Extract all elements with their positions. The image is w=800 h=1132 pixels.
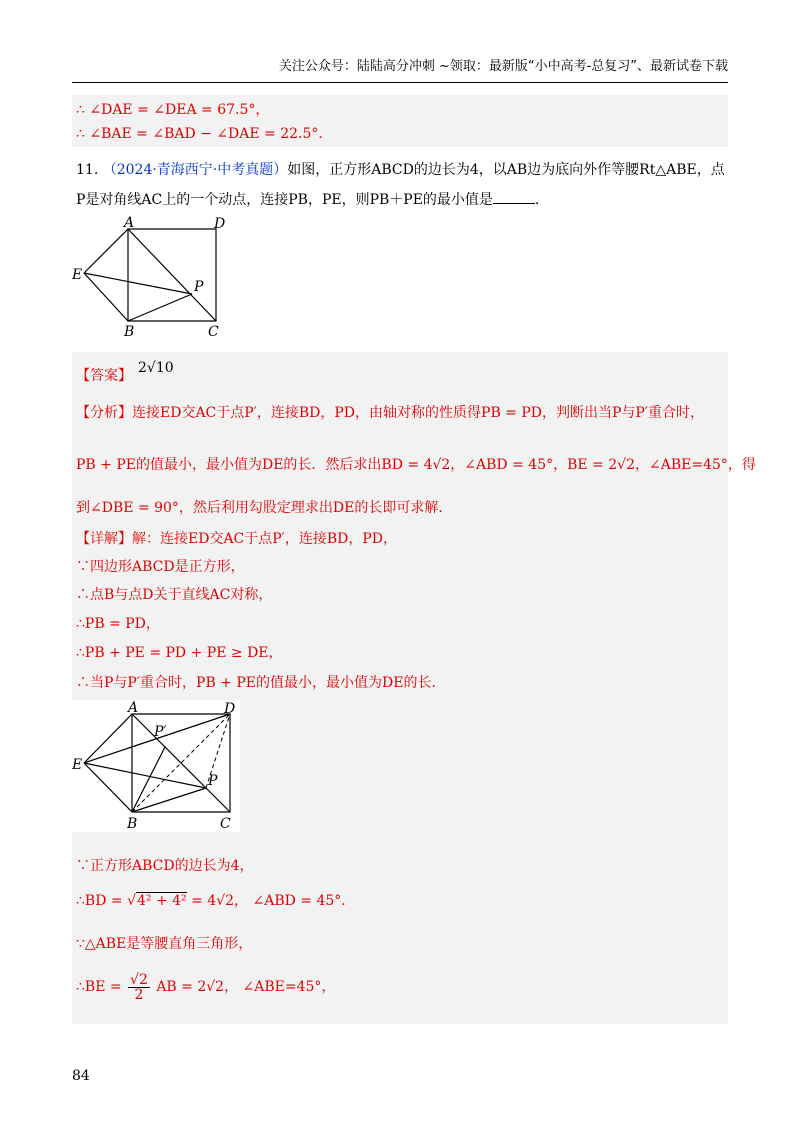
analysis-line-1 <box>76 403 704 423</box>
figure-2-square-diagram <box>72 700 240 832</box>
label2-b: B <box>127 816 138 832</box>
analysis-tag: 【分析】 <box>76 405 132 421</box>
label-c: C <box>208 324 219 340</box>
top-line-2: ∴ ∠BAE = ∠BAD − ∠DAE = 22.5°． <box>76 126 333 142</box>
fraction-numerator: √2 <box>130 971 148 988</box>
figure-1-square-diagram <box>72 215 232 340</box>
problem-text-1: 如图，正方形ABCD的边长为4，以AB边为底向外作等腰Rt△ABE，点 <box>287 162 725 178</box>
be-prefix: ∴BE = <box>76 979 127 995</box>
label-e: E <box>72 267 83 283</box>
label2-p: P <box>208 773 218 789</box>
label2-a: A <box>128 700 139 716</box>
diagonal-ac <box>128 229 216 321</box>
problem-line-1 <box>76 160 725 180</box>
detail-line-2: ∵四边形ABCD是正方形， <box>76 559 245 575</box>
bd-radicand: 4² + 4² <box>136 893 187 909</box>
detail-line-9: ∵△ABE是等腰直角三角形， <box>76 936 253 952</box>
label2-d: D <box>224 701 236 717</box>
label-b: B <box>124 324 135 340</box>
problem-text-2: P是对角线AC上的一个动点，连接PB，PE，则PB＋PE的最小值是 <box>76 192 493 208</box>
problem-number: 11. <box>76 162 99 178</box>
fraction-root2-over-2 <box>128 973 150 1002</box>
bd-prefix: ∴BD = <box>76 893 128 909</box>
detail-line-4: ∴PB = PD， <box>76 616 160 632</box>
label-a: A <box>124 215 135 231</box>
label-d: D <box>214 216 226 232</box>
fraction-denominator: 2 <box>134 986 144 1003</box>
answer-tag: 【答案】 <box>76 368 132 384</box>
bd-result: = 4√2， ∠ABD = 45°． <box>186 893 356 909</box>
segment-ae <box>84 229 128 273</box>
analysis-line-2: PB + PE的值最小，最小值为DE的长．然后求出BD = 4√2，∠ABD = 45°，BE = 2√2，∠ABE=45°，得 <box>76 457 756 473</box>
detail-line-8: ∴BD = √4² + 4² = 4√2， ∠ABD = 45°． <box>76 893 356 909</box>
label-p: P <box>194 279 204 295</box>
detail-tag: 【详解】 <box>76 531 132 547</box>
detail-line-3: ∴点B与点D关于直线AC对称， <box>76 587 273 603</box>
detail-text-1: 解：连接ED交AC于点P′，连接BD，PD， <box>132 531 398 547</box>
detail-line-5: ∴PB + PE = PD + PE ≥ DE， <box>76 645 283 661</box>
top-line-1: ∴ ∠DAE = ∠DEA = 67.5°， <box>76 102 270 118</box>
detail-line-1 <box>76 529 397 549</box>
detail-line-7: ∵正方形ABCD的边长为4， <box>76 858 254 874</box>
label2-e: E <box>72 757 83 773</box>
analysis-line-3: 到∠DBE = 90°，然后利用勾股定理求出DE的长即可求解． <box>76 500 453 516</box>
problem-line-2 <box>76 189 549 210</box>
segment-bp <box>128 294 192 321</box>
detail-line-6: ∴当P与P′重合时，PB + PE的值最小，最小值为DE的长． <box>76 675 446 691</box>
label2-p-prime: P′ <box>154 724 167 740</box>
page-number: 84 <box>72 1068 90 1084</box>
be-result: AB = 2√2， ∠ABE=45°， <box>151 979 336 995</box>
problem-text-end: ． <box>534 192 549 208</box>
header-rule <box>72 82 728 83</box>
answer-value: 2√10 <box>138 360 174 376</box>
analysis-text-1: 连接ED交AC于点P′，连接BD，PD，由轴对称的性质得PB = PD，判断出当P与P′重合时， <box>132 405 705 421</box>
answer-line <box>76 358 174 384</box>
label2-c: C <box>220 816 231 832</box>
answer-blank <box>493 189 535 204</box>
problem-source: （2024·青海西宁·中考真题） <box>102 162 288 178</box>
page-header: 关注公众号：陆陆高分冲刺 ~领取：最新版“小中高考-总复习”、最新试卷下载 <box>278 59 728 74</box>
detail-line-10 <box>76 972 335 1002</box>
